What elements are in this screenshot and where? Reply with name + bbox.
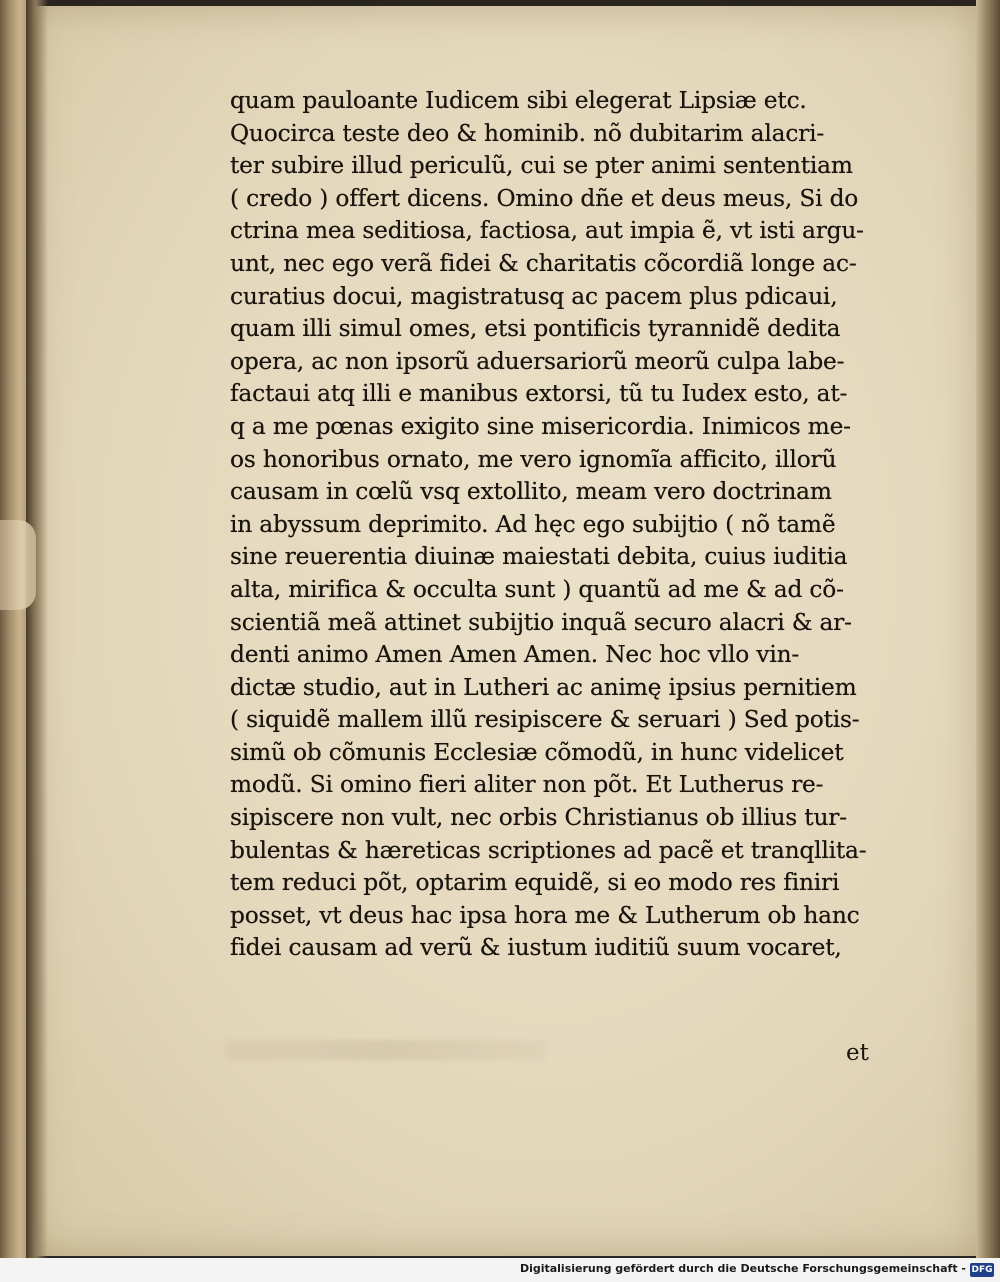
- text-line: dictæ studio, aut in Lutheri ac animę ipsius pernitiem: [230, 672, 857, 701]
- text-line: tem reduci põt, optarim equidẽ, si eo modo res finiri: [230, 868, 840, 897]
- text-line: ( siquidẽ mallem illũ resipiscere & seruari ) Sed potis-: [230, 705, 860, 734]
- text-line: posset, vt deus hac ipsa hora me & Lutherum ob hanc: [230, 900, 860, 929]
- left-page-edge: [0, 0, 28, 1265]
- dfg-logo: DFG: [971, 1265, 993, 1275]
- show-through-ink: [225, 1040, 545, 1060]
- text-line: curatius docui, magistratusq ac pacem plus pdicaui,: [230, 281, 838, 310]
- text-line: ( credo ) offert dicens. Omino dñe et deus meus, Si do: [230, 183, 859, 212]
- text-line: causam in cœlũ vsq extollito, meam vero doctrinam: [230, 477, 832, 506]
- gutter-shadow: [26, 0, 48, 1265]
- catchword: et: [846, 1040, 869, 1066]
- text-line: in abyssum deprimito. Ad hęc ego subijtio ( nõ tamẽ: [230, 509, 836, 538]
- text-line: bulentas & hæreticas scriptiones ad pacẽ et tranqllita-: [230, 835, 867, 864]
- text-line: denti animo Amen Amen Amen. Nec hoc vllo vin-: [230, 640, 800, 669]
- text-line: alta, mirifica & occulta sunt ) quantũ ad me & ad cõ-: [230, 574, 844, 603]
- text-line: factaui atq illi e manibus extorsi, tũ tu Iudex esto, at-: [230, 379, 848, 408]
- page-text-block: [230, 84, 890, 964]
- text-line: simũ ob cõmunis Ecclesiæ cõmodũ, in hunc videlicet: [230, 737, 844, 766]
- text-line: modũ. Si omino fieri aliter non põt. Et Lutherus re-: [230, 770, 824, 799]
- binding-fold: [0, 520, 36, 610]
- text-line: scientiã meã attinet subijtio inquã securo alacri & ar-: [230, 607, 852, 636]
- right-page-edge: [976, 0, 1000, 1265]
- text-line: fidei causam ad verũ & iustum iuditiũ suum vocaret,: [230, 933, 842, 962]
- text-line: ter subire illud periculũ, cui se pter animi sententiam: [230, 151, 853, 180]
- text-line: Quocirca teste deo & hominib. nõ dubitarim alacri-: [230, 118, 825, 147]
- text-line: q a me pœnas exigito sine misericordia. Inimicos me-: [230, 411, 851, 440]
- text-line: sine reuerentia diuinæ maiestati debita, cuius iuditia: [230, 542, 848, 571]
- text-line: ctrina mea seditiosa, factiosa, aut impia ẽ, vt isti argu-: [230, 216, 864, 245]
- text-line: unt, nec ego verã fidei & charitatis cõcordiã longe ac-: [230, 248, 857, 277]
- text-line: quam pauloante Iudicem sibi elegerat Lipsiæ etc.: [230, 86, 807, 114]
- text-line: os honoribus ornato, me vero ignomĩa afficito, illorũ: [230, 444, 837, 473]
- text-line: opera, ac non ipsorũ aduersariorũ meorũ culpa labe-: [230, 346, 845, 375]
- funding-credit: Digitalisierung gefördert durch die Deutsche Forschungsgemeinschaft -: [519, 1262, 966, 1275]
- text-line: quam illi simul omes, etsi pontificis tyrannidẽ dedita: [230, 314, 841, 343]
- text-line: sipiscere non vult, nec orbis Christianus ob illius tur-: [230, 803, 847, 832]
